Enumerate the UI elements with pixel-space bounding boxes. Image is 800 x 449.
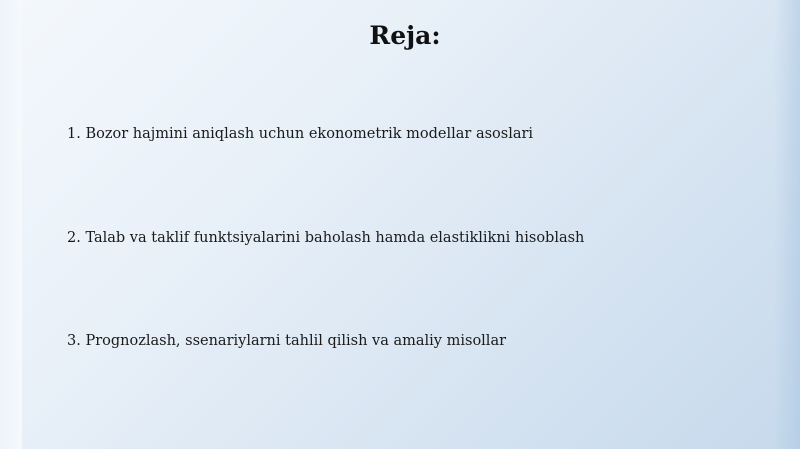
slide-title: Reja: [369,21,441,50]
plan-item-2: 2. Talab va taklif funktsiyalarini baholash hamda elastiklikni hisoblash [67,230,585,246]
plan-item-1: 1. Bozor hajmini aniqlash uchun ekonometrik modellar asoslari [67,126,534,142]
plan-item-3: 3. Prognozlash, ssenariylarni tahlil qilish va amaliy misollar [67,333,507,349]
